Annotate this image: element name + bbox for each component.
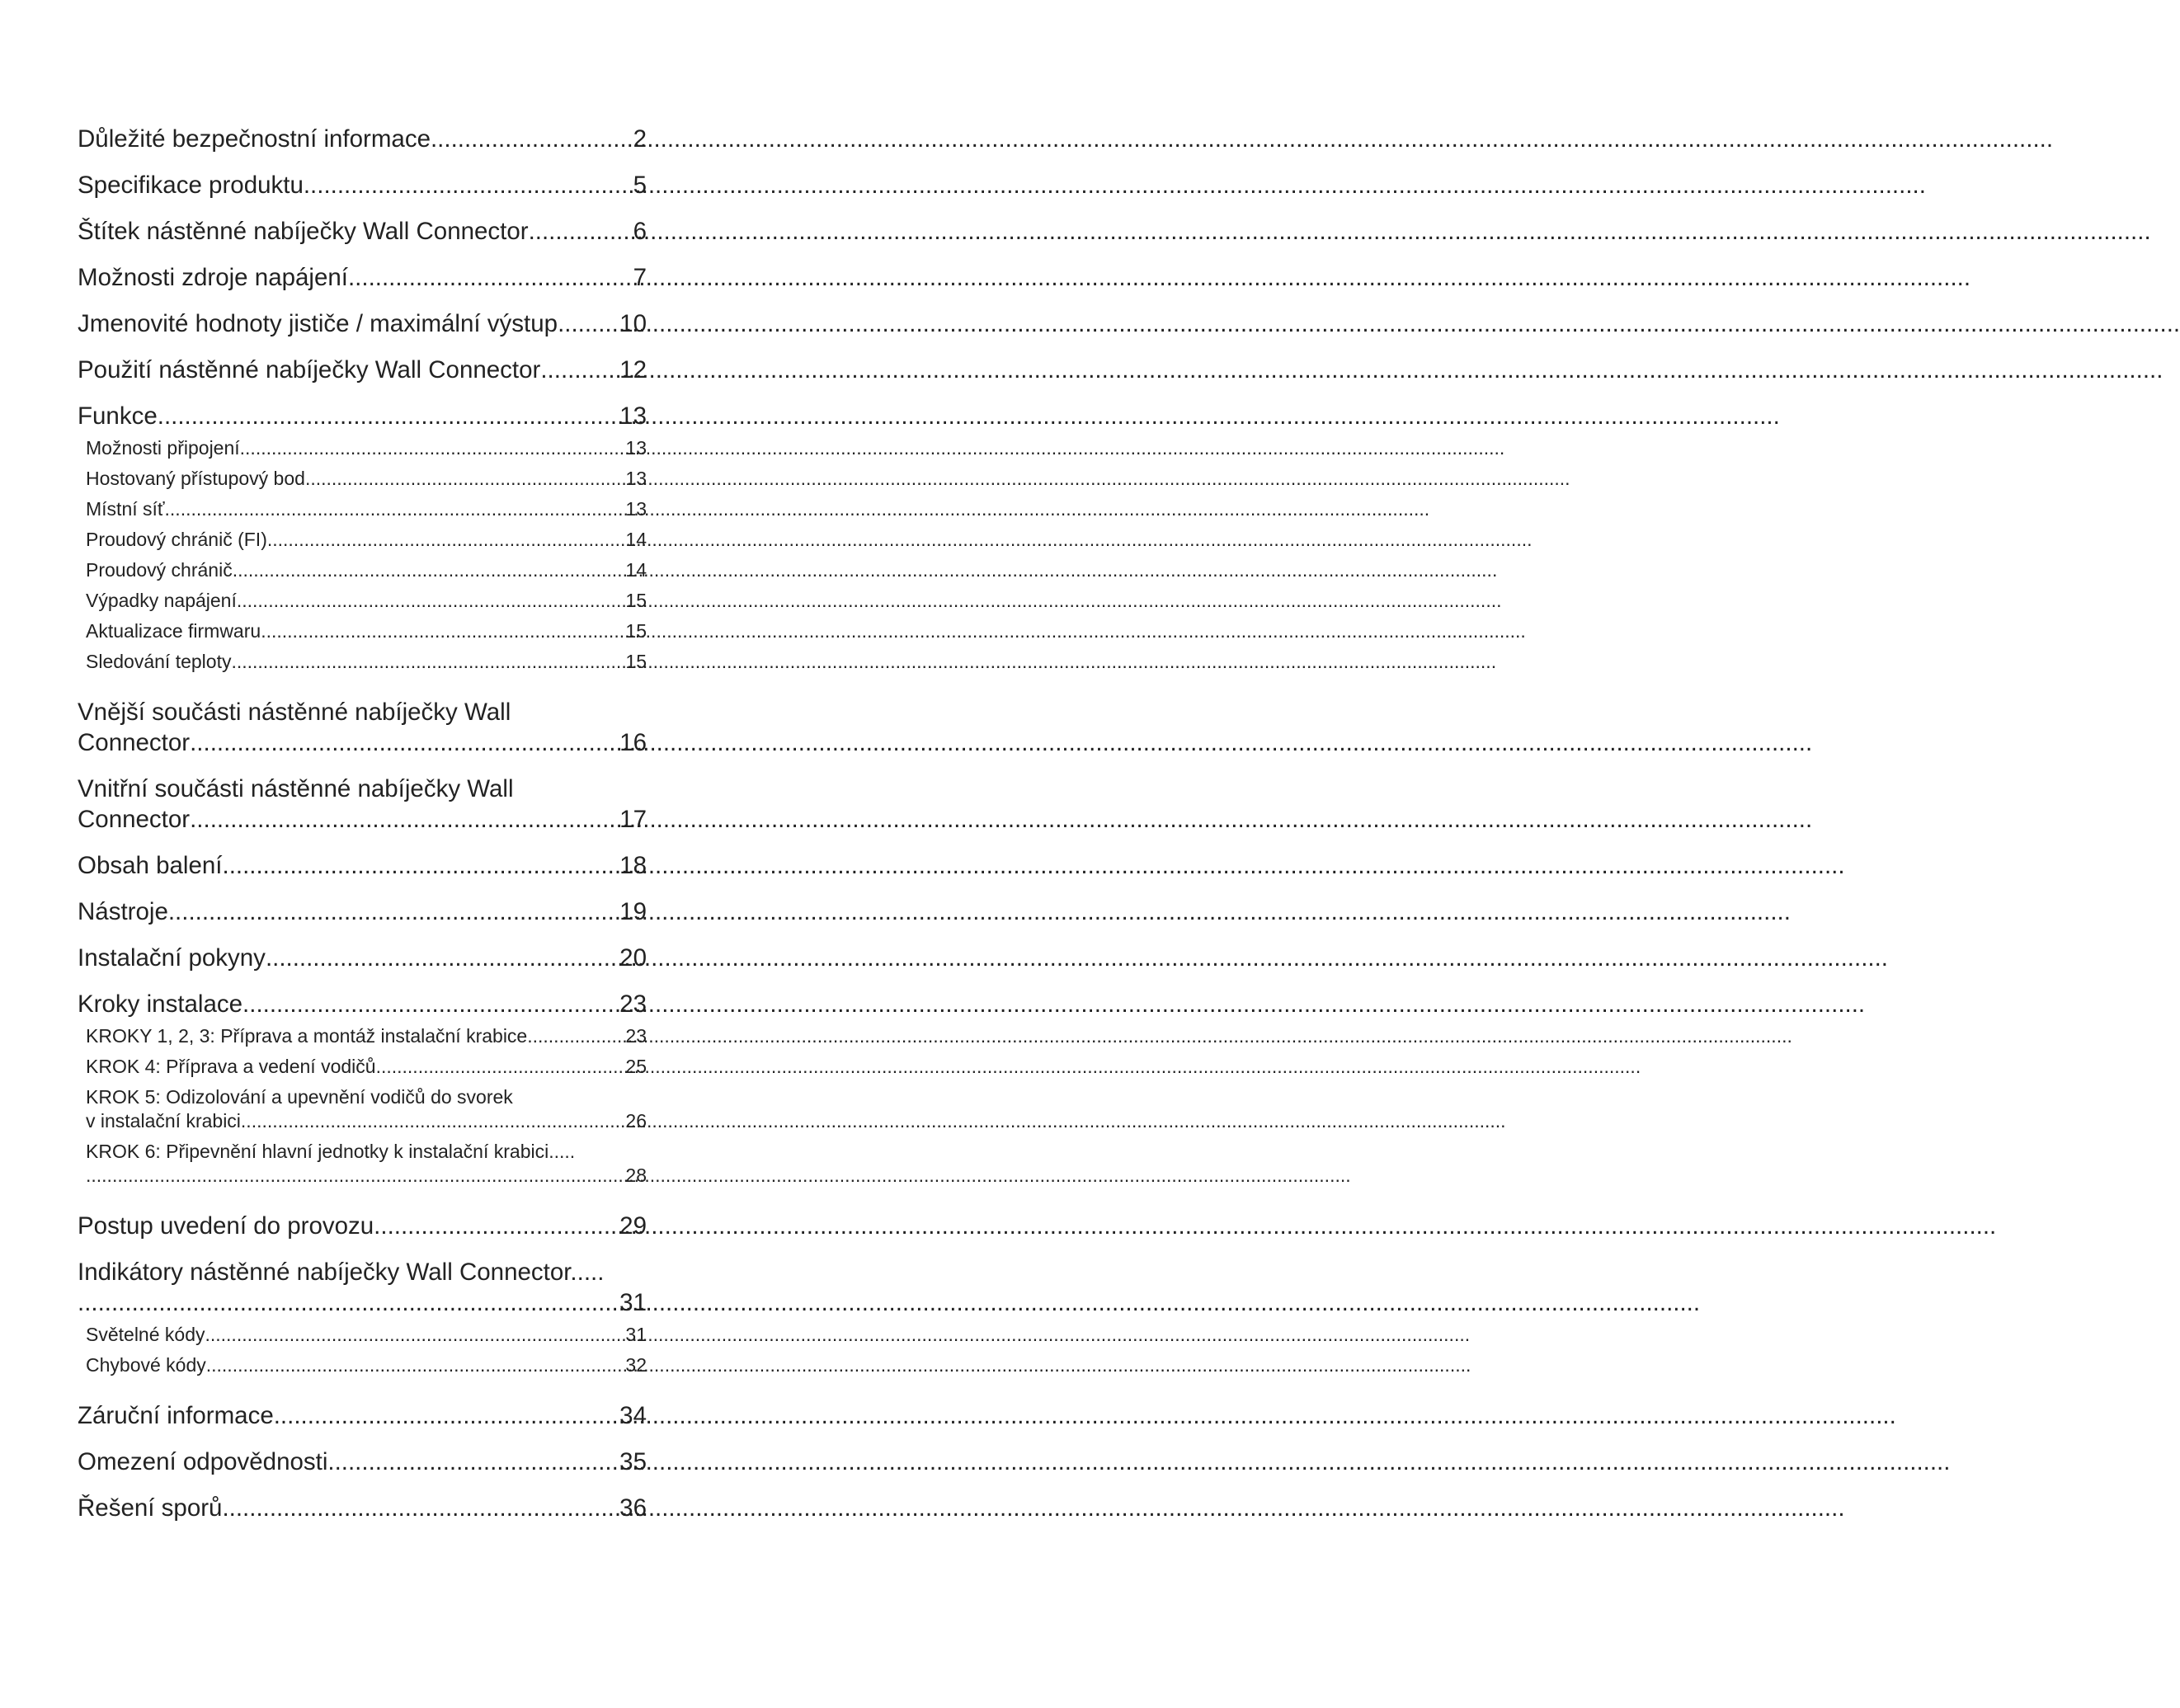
toc-page-number: 15 bbox=[625, 651, 647, 672]
table-of-contents bbox=[78, 124, 647, 1539]
toc-page-number: 13 bbox=[625, 468, 647, 489]
toc-entry-stitek[interactable] bbox=[78, 216, 647, 247]
toc-page-number: 13 bbox=[625, 437, 647, 459]
toc-page-number: 12 bbox=[619, 356, 647, 383]
toc-subentry-title: Sledování teploty bbox=[86, 651, 232, 672]
toc-entry-reseni-sporu[interactable] bbox=[78, 1493, 647, 1523]
toc-entry-title: Omezení odpovědnosti bbox=[78, 1448, 328, 1475]
toc-page-number: 23 bbox=[625, 1025, 647, 1047]
toc-page-number: 28 bbox=[625, 1165, 647, 1186]
toc-leader-dots bbox=[431, 124, 632, 154]
toc-subentry-krok-6[interactable] bbox=[86, 1139, 647, 1188]
toc-subentry-chybove-kody[interactable] bbox=[86, 1353, 647, 1377]
toc-page-number: 13 bbox=[619, 402, 647, 430]
toc-page-number: 26 bbox=[625, 1110, 647, 1132]
toc-entry-title: Kroky instalace bbox=[78, 990, 243, 1018]
toc-page-number: 18 bbox=[619, 852, 647, 879]
toc-leader-dots bbox=[376, 1054, 624, 1079]
toc-entry-title: Možnosti zdroje napájení bbox=[78, 264, 348, 291]
toc-entry-title: Řešení sporů bbox=[78, 1494, 223, 1522]
toc-leader-dots bbox=[222, 1493, 618, 1523]
toc-entry-vnitrni-soucasti[interactable] bbox=[78, 774, 647, 835]
toc-page-number: 23 bbox=[619, 990, 647, 1018]
toc-leader-dots bbox=[240, 435, 624, 460]
toc-entry-obsah-baleni[interactable] bbox=[78, 850, 647, 881]
toc-entry-title: Funkce bbox=[78, 402, 158, 430]
toc-leader-dots bbox=[266, 943, 618, 973]
toc-entry-title: Postup uvedení do provozu bbox=[78, 1212, 374, 1240]
toc-subentry-title: KROK 4: Příprava a vedení vodičů bbox=[86, 1056, 376, 1077]
toc-page-number: 31 bbox=[625, 1324, 647, 1345]
toc-page-number: 20 bbox=[619, 944, 647, 972]
toc-leader-dots bbox=[242, 989, 618, 1019]
toc-entry-dulezite-bezpecnostni-informace[interactable] bbox=[78, 124, 647, 154]
kroky-subsection-list bbox=[78, 1023, 647, 1188]
toc-subentry-krok-5[interactable] bbox=[86, 1085, 647, 1133]
toc-entry-title: Záruční informace bbox=[78, 1402, 274, 1429]
toc-leader-dots bbox=[540, 355, 618, 385]
toc-subentry-hostovany-pristupovy-bod[interactable] bbox=[86, 466, 647, 491]
toc-entry-title-line1: Vnitřní součásti nástěnné nabíječky Wall bbox=[78, 775, 514, 802]
toc-leader-dots bbox=[348, 262, 632, 293]
toc-entry-title: Obsah balení bbox=[78, 852, 223, 879]
toc-page-number: 31 bbox=[619, 1289, 647, 1316]
toc-leader-dots bbox=[241, 1109, 624, 1133]
toc-subentry-title: Proudový chránič bbox=[86, 559, 233, 581]
indikatory-subsection-list bbox=[78, 1322, 647, 1377]
toc-page-number: 19 bbox=[619, 898, 647, 925]
toc-subentry-title: Hostovaný přístupový bod bbox=[86, 468, 305, 489]
toc-leader-dots bbox=[327, 1447, 618, 1477]
toc-subentry-title-line1: KROK 6: Připevnění hlavní jednotky k instalační krabici..... bbox=[86, 1141, 576, 1162]
toc-leader-dots bbox=[305, 466, 624, 491]
toc-page-number: 14 bbox=[625, 529, 647, 550]
toc-page-number: 15 bbox=[625, 590, 647, 611]
toc-page-number: 10 bbox=[619, 310, 647, 337]
toc-page-number: 15 bbox=[625, 620, 647, 642]
toc-page-number: 16 bbox=[619, 729, 647, 756]
toc-entry-vnejsi-soucasti[interactable] bbox=[78, 697, 647, 758]
toc-leader-dots bbox=[190, 804, 618, 835]
toc-leader-dots bbox=[158, 401, 618, 431]
toc-leader-dots bbox=[223, 850, 619, 881]
toc-entry-title-line1: Indikátory nástěnné nabíječky Wall Connector..... bbox=[78, 1259, 605, 1286]
toc-entry-title: Použití nástěnné nabíječky Wall Connector bbox=[78, 356, 541, 383]
toc-entry-specifikace-produktu[interactable] bbox=[78, 170, 647, 200]
toc-subentry-title: Proudový chránič (FI) bbox=[86, 529, 267, 550]
toc-page-number: 35 bbox=[619, 1448, 647, 1475]
toc-page-number: 13 bbox=[625, 498, 647, 520]
toc-subentry-title: KROKY 1, 2, 3: Příprava a montáž instalační krabice bbox=[86, 1025, 528, 1047]
toc-subentry-title: Aktualizace firmwaru bbox=[86, 620, 261, 642]
funkce-subsection-list bbox=[78, 435, 647, 674]
toc-leader-dots bbox=[558, 308, 618, 339]
toc-leader-dots bbox=[86, 1164, 624, 1188]
toc-entry-omezeni-odpovednosti[interactable] bbox=[78, 1447, 647, 1477]
toc-subentry-title: Světelné kódy bbox=[86, 1324, 205, 1345]
toc-leader-dots bbox=[374, 1211, 618, 1241]
toc-leader-dots bbox=[304, 170, 632, 200]
toc-leader-dots bbox=[233, 558, 624, 582]
toc-subentry-proudovy-chranic-fi[interactable] bbox=[86, 527, 647, 552]
toc-leader-dots bbox=[190, 727, 618, 758]
toc-leader-dots bbox=[165, 496, 624, 521]
toc-page-number: 5 bbox=[633, 172, 647, 199]
toc-page-number: 2 bbox=[633, 125, 647, 153]
toc-subentry-title-line1: KROK 5: Odizolování a upevnění vodičů do svorek bbox=[86, 1086, 513, 1108]
toc-entry-postup-uvedeni-do-provozu[interactable] bbox=[78, 1211, 647, 1241]
toc-page-number: 25 bbox=[625, 1056, 647, 1077]
toc-entry-indikatory[interactable] bbox=[78, 1257, 647, 1318]
toc-subentry-title: Výpadky napájení bbox=[86, 590, 237, 611]
toc-entry-jmenovite-hodnoty[interactable] bbox=[78, 308, 647, 339]
toc-entry-title-line1: Vnější součásti nástěnné nabíječky Wall bbox=[78, 699, 511, 726]
toc-entry-zarucni-informace[interactable] bbox=[78, 1400, 647, 1431]
toc-page-number: 7 bbox=[633, 264, 647, 291]
toc-page-number: 32 bbox=[625, 1354, 647, 1376]
toc-subentry-vypadky-napajeni[interactable] bbox=[86, 588, 647, 613]
toc-subentry-krok-4[interactable] bbox=[86, 1054, 647, 1079]
toc-subentry-sledovani-teploty[interactable] bbox=[86, 649, 647, 674]
toc-subentry-moznosti-pripojeni[interactable] bbox=[86, 435, 647, 460]
toc-entry-moznosti-zdroje-napajeni[interactable] bbox=[78, 262, 647, 293]
toc-leader-dots bbox=[78, 1287, 618, 1318]
toc-leader-dots bbox=[231, 649, 624, 674]
toc-leader-dots bbox=[274, 1400, 618, 1431]
toc-page-number: 29 bbox=[619, 1212, 647, 1240]
toc-subentry-title: Chybové kódy bbox=[86, 1354, 206, 1376]
toc-page-number: 36 bbox=[619, 1494, 647, 1522]
toc-subentry-aktualizace-firmwaru[interactable] bbox=[86, 619, 647, 643]
toc-leader-dots bbox=[206, 1353, 624, 1377]
toc-subentry-title: Místní síť bbox=[86, 498, 165, 520]
toc-entry-nastroje[interactable] bbox=[78, 896, 647, 927]
toc-leader-dots bbox=[237, 588, 624, 613]
toc-entry-title: Důležité bezpečnostní informace bbox=[78, 125, 431, 153]
toc-entry-kroky-instalace[interactable] bbox=[78, 989, 647, 1019]
toc-subentry-proudovy-chranic[interactable] bbox=[86, 558, 647, 582]
toc-leader-dots bbox=[527, 1023, 624, 1048]
toc-subentry-svetelne-kody[interactable] bbox=[86, 1322, 647, 1347]
toc-subentry-title-line2: v instalační krabici bbox=[86, 1110, 241, 1132]
toc-leader-dots bbox=[267, 527, 624, 552]
toc-entry-title-line2: Connector bbox=[78, 806, 191, 833]
toc-subentry-title: Možnosti připojení bbox=[86, 437, 240, 459]
toc-entry-instalacni-pokyny[interactable] bbox=[78, 943, 647, 973]
toc-page-number: 14 bbox=[625, 559, 647, 581]
toc-entry-title: Štítek nástěnné nabíječky Wall Connector bbox=[78, 218, 529, 245]
toc-entry-pouziti[interactable] bbox=[78, 355, 647, 385]
toc-entry-title: Specifikace produktu bbox=[78, 172, 304, 199]
toc-page-number: 6 bbox=[633, 218, 647, 245]
toc-entry-title: Jmenovité hodnoty jističe / maximální výstup bbox=[78, 310, 558, 337]
toc-subentry-kroky-1-2-3[interactable] bbox=[86, 1023, 647, 1048]
toc-subentry-mistni-sit[interactable] bbox=[86, 496, 647, 521]
toc-leader-dots bbox=[205, 1322, 624, 1347]
toc-leader-dots bbox=[529, 216, 632, 247]
toc-leader-dots bbox=[168, 896, 618, 927]
toc-page-number: 34 bbox=[619, 1402, 647, 1429]
toc-entry-title: Instalační pokyny bbox=[78, 944, 266, 972]
toc-page-number: 17 bbox=[619, 806, 647, 833]
toc-entry-title-line2: Connector bbox=[78, 729, 191, 756]
toc-leader-dots bbox=[261, 619, 624, 643]
toc-entry-funkce[interactable] bbox=[78, 401, 647, 431]
toc-entry-title: Nástroje bbox=[78, 898, 168, 925]
